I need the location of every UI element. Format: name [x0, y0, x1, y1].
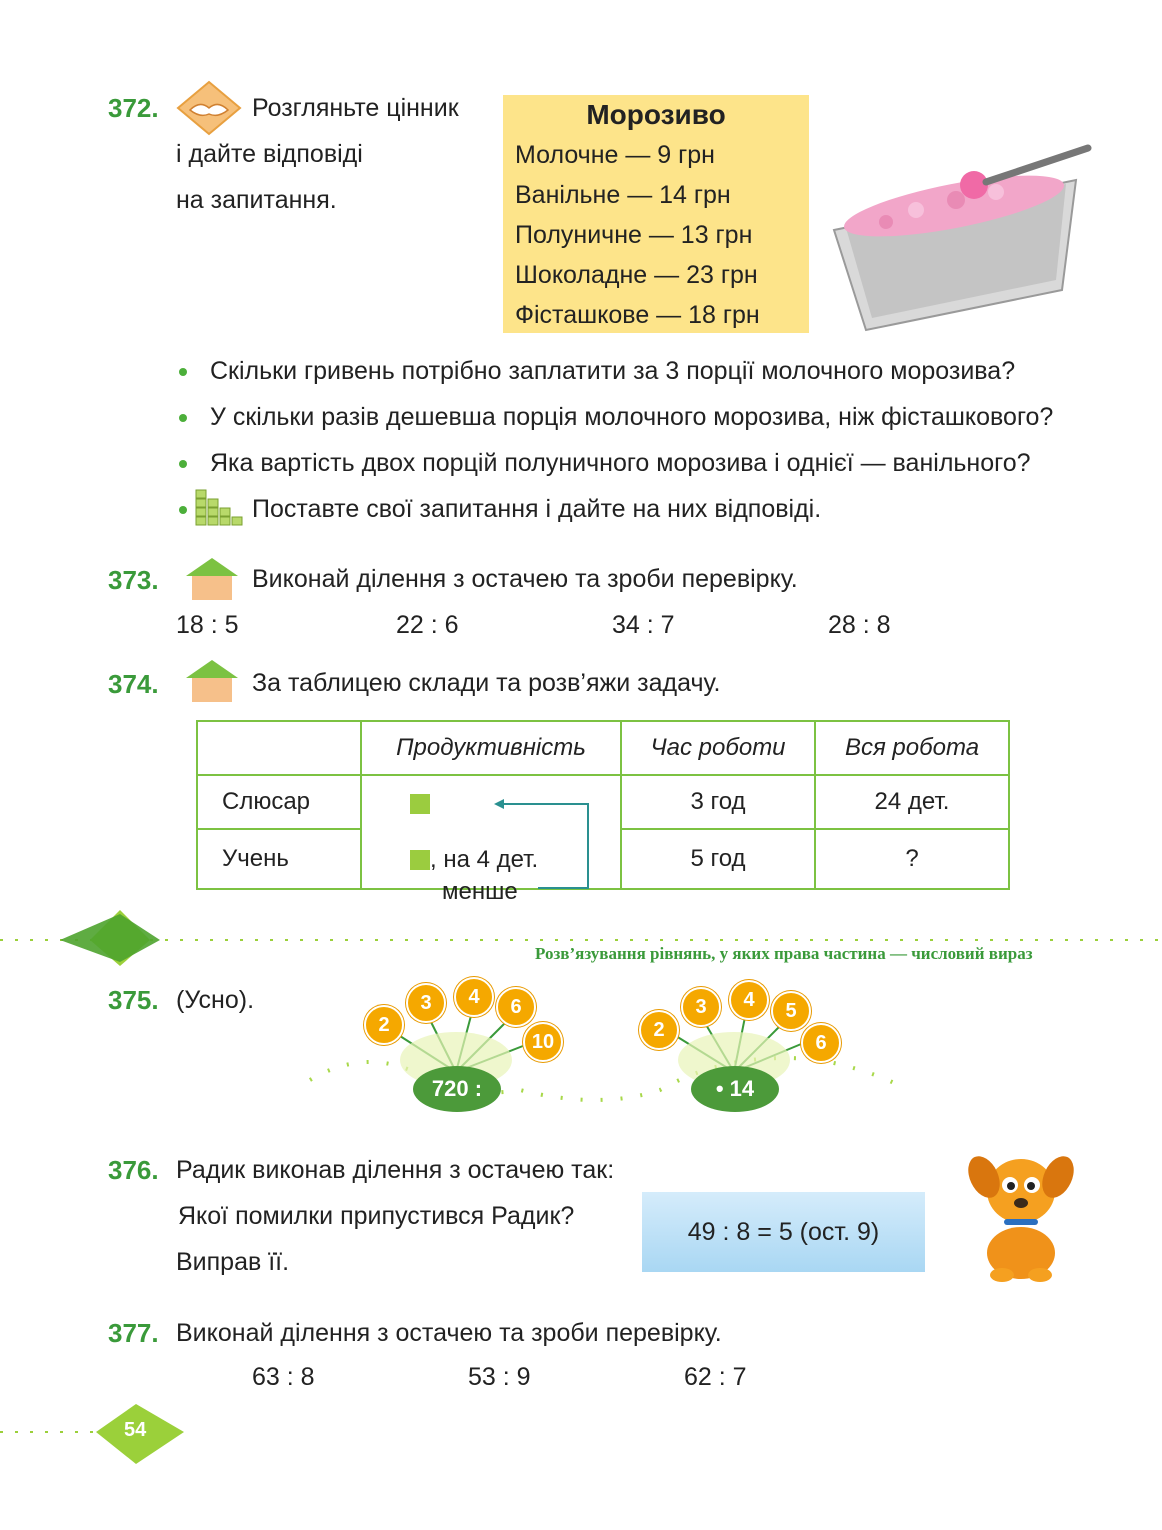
operation-oval: • 14 — [691, 1066, 779, 1112]
expression: 62 : 7 — [684, 1363, 747, 1391]
price-item: Молочне — 9 грн — [515, 141, 715, 169]
productivity-cell — [361, 775, 621, 905]
table-header-empty — [197, 721, 361, 775]
t376-line3: Виправ її. — [176, 1248, 290, 1276]
price-item: Фісташкове — 18 грн — [515, 301, 760, 329]
t374-text: За таблицею склади та розв’яжи задачу. — [252, 669, 721, 697]
task-number-374: 374. — [108, 669, 159, 699]
t376-line2: Якої помилки припустився Радик? — [178, 1202, 575, 1230]
t373-text: Виконай ділення з остачею та зроби перевірку. — [252, 565, 798, 593]
number-ball: 6 — [496, 987, 536, 1027]
number-ball: 4 — [454, 977, 494, 1017]
number-ball: 2 — [639, 1010, 679, 1050]
expression: 53 : 9 — [468, 1363, 531, 1391]
table-cell-time: 5 год — [621, 829, 815, 889]
t376-line1: Радик виконав ділення з остачею так: — [176, 1156, 615, 1184]
bullet — [179, 506, 187, 514]
task-number-376: 376. — [108, 1155, 159, 1185]
handshake-icon — [176, 80, 242, 136]
bullet — [179, 368, 187, 376]
number-ball: 3 — [406, 983, 446, 1023]
t377-text: Виконай ділення з остачею та зроби перевірку. — [176, 1319, 722, 1347]
expression: 18 : 5 — [176, 611, 239, 639]
task-number-373: 373. — [108, 565, 159, 595]
task-number-372: 372. — [108, 93, 159, 123]
price-title: Морозиво — [586, 99, 726, 130]
t372-question: Яка вартість двох порцій полуничного морозива і однієї — ванільного? — [210, 449, 1031, 477]
t372-question: Скільки гривень потрібно заплатити за 3 порції молочного морозива? — [210, 357, 1016, 385]
number-ball: 2 — [364, 1005, 404, 1045]
expression: 34 : 7 — [612, 611, 675, 639]
number-ball: 10 — [523, 1022, 563, 1062]
radik-calculation: 49 : 8 = 5 (ост. 9) — [642, 1192, 925, 1272]
number-ball: 4 — [729, 980, 769, 1020]
section-title: Розв’язування рівнянь, у яких права частина — числовий вираз — [535, 944, 1033, 963]
price-item: Шоколадне — 23 грн — [515, 261, 758, 289]
ice-cream-tub-image — [826, 140, 1094, 336]
t372-line1: Розгляньте цінник — [252, 94, 459, 122]
page-number-decoration — [0, 1398, 200, 1470]
bullet — [179, 414, 187, 422]
arrow-icon — [492, 796, 594, 896]
number-ball: 3 — [681, 987, 721, 1027]
number-ball: 5 — [771, 991, 811, 1031]
expression: 63 : 8 — [252, 1363, 315, 1391]
table-cell-time: 3 год — [621, 775, 815, 829]
unknown-square — [410, 794, 430, 814]
task-number-377: 377. — [108, 1318, 159, 1348]
table-cell-name: Слюсар — [197, 775, 361, 829]
dog-image — [966, 1143, 1076, 1283]
number-ball: 6 — [801, 1023, 841, 1063]
t372-question: Поставте свої запитання і дайте на них відповіді. — [252, 495, 822, 523]
task-number-375: 375. — [108, 985, 159, 1015]
bullet — [179, 460, 187, 468]
price-item: Полуничне — 13 грн — [515, 221, 753, 249]
house-icon — [184, 556, 240, 602]
t372-line2: і дайте відповіді — [176, 140, 363, 168]
blocks-icon — [194, 488, 246, 526]
t372-question: У скільки разів дешевша порція молочного морозива, ніж фісташкового? — [210, 403, 1054, 431]
price-item: Ванільне — 14 грн — [515, 181, 731, 209]
table-cell-total: ? — [815, 829, 1009, 889]
productivity-note: менше — [442, 878, 518, 905]
expression: 22 : 6 — [396, 611, 459, 639]
price-tag — [503, 95, 809, 333]
t375-text: (Усно). — [176, 986, 255, 1014]
page-number: 54 — [124, 1419, 147, 1441]
t372-line3: на запитання. — [176, 186, 337, 214]
unknown-square — [410, 850, 430, 870]
productivity-note: , на 4 дет. — [430, 846, 539, 873]
table-header: Продуктивність — [361, 721, 621, 775]
table-header: Вся робота — [815, 721, 1009, 775]
table-header: Час роботи — [621, 721, 815, 775]
house-icon — [184, 658, 240, 704]
expression: 28 : 8 — [828, 611, 891, 639]
operation-oval: 720 : — [413, 1066, 501, 1112]
task-table — [196, 720, 1010, 905]
table-cell-name: Учень — [197, 829, 361, 889]
table-cell-total: 24 дет. — [815, 775, 1009, 829]
